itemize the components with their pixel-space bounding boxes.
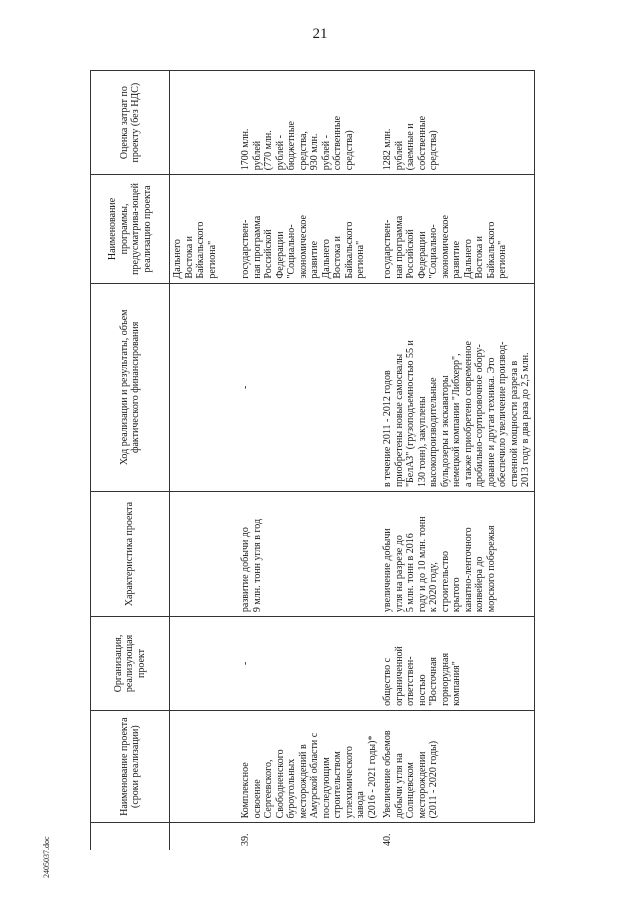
row-characteristic: увеличение добычи угля на разрезе до 5 млн. тонн в 2016 году и до 10 млн. тонн к 2020 году, строительство крытого канатно-ленточного конвейера до морского побережья — [380, 492, 534, 617]
table-row — [380, 71, 534, 851]
header-organization: Организация, реализующая проект — [91, 617, 170, 711]
header-cost: Оценка затрат по проекту (без НДС) — [91, 71, 170, 175]
row-program: государствен- ная программа Российской Федерации "Социально- экономическое развитие Дальнего Востока и Байкальского региона" — [238, 175, 380, 283]
projects-table — [90, 70, 535, 850]
header-progress: Ход реализации и результаты, объем фактического финансирования — [91, 283, 170, 491]
rotated-table-container — [90, 70, 540, 850]
page-number: 21 — [312, 26, 328, 42]
row-number: 39. — [240, 833, 251, 846]
header-project-name: Наименование проекта (сроки реализации) — [91, 710, 170, 823]
row-program: государствен- ная программа Российской Федерации "Социально- экономическое развитие Дальнего Востока и Байкальского региона" — [380, 175, 534, 283]
row-project-name: Комплексное освоение Сергеевского, Свободненского буроугольных месторождений в Амурской области с последующим строительством углехимического завода (2016 - 2021 годы)* — [238, 710, 380, 823]
row-project-name: Увеличение объемов добычи угля на Солнцевском месторождении (2011 - 2020 годы) — [380, 710, 534, 823]
row-cost: 1282 млн. рублей (заемные и собственные средства) — [380, 71, 534, 175]
row-characteristic: развитие добычи до 9 млн. тонн угля в год — [238, 492, 380, 617]
header-number — [91, 823, 170, 850]
row-number: 40. — [382, 833, 393, 846]
table-row — [238, 71, 380, 851]
header-row — [91, 71, 170, 851]
row-organization: - — [238, 617, 380, 711]
row-progress: в течение 2011 - 2012 годов приобретены новые самосвалы "БелАЗ" (грузоподъемностью 55 и 130 тонн), закуплены высокопроизводительные бульдозеры и экскаваторы немецкой компании "Либхерр", а также приобретено современное дробильно-сортировочное обору- дование и другая техника. Это обеспечило увеличение производ- ственной мощности разреза в 2013 году в два раза до 2,5 млн. — [380, 283, 534, 491]
row-organization: общество с ограниченной ответствен- ностью "Восточная горнорудная компания" — [380, 617, 534, 711]
continuation-row — [170, 71, 239, 851]
header-characteristic: Характеристика проекта — [91, 492, 170, 617]
header-program: Наименование программы, предусматрива-ющей реализацию проекта — [91, 175, 170, 283]
row-cost: 1700 млн. рублей (770 млн. рублей - бюджетные средства, 930 млн. рублей - собственные средства) — [238, 71, 380, 175]
row-progress: - — [238, 283, 380, 491]
continuation-program: Дальнего Востока и Байкальского региона" — [170, 175, 239, 283]
document-code: 2405037.doc — [42, 836, 51, 878]
